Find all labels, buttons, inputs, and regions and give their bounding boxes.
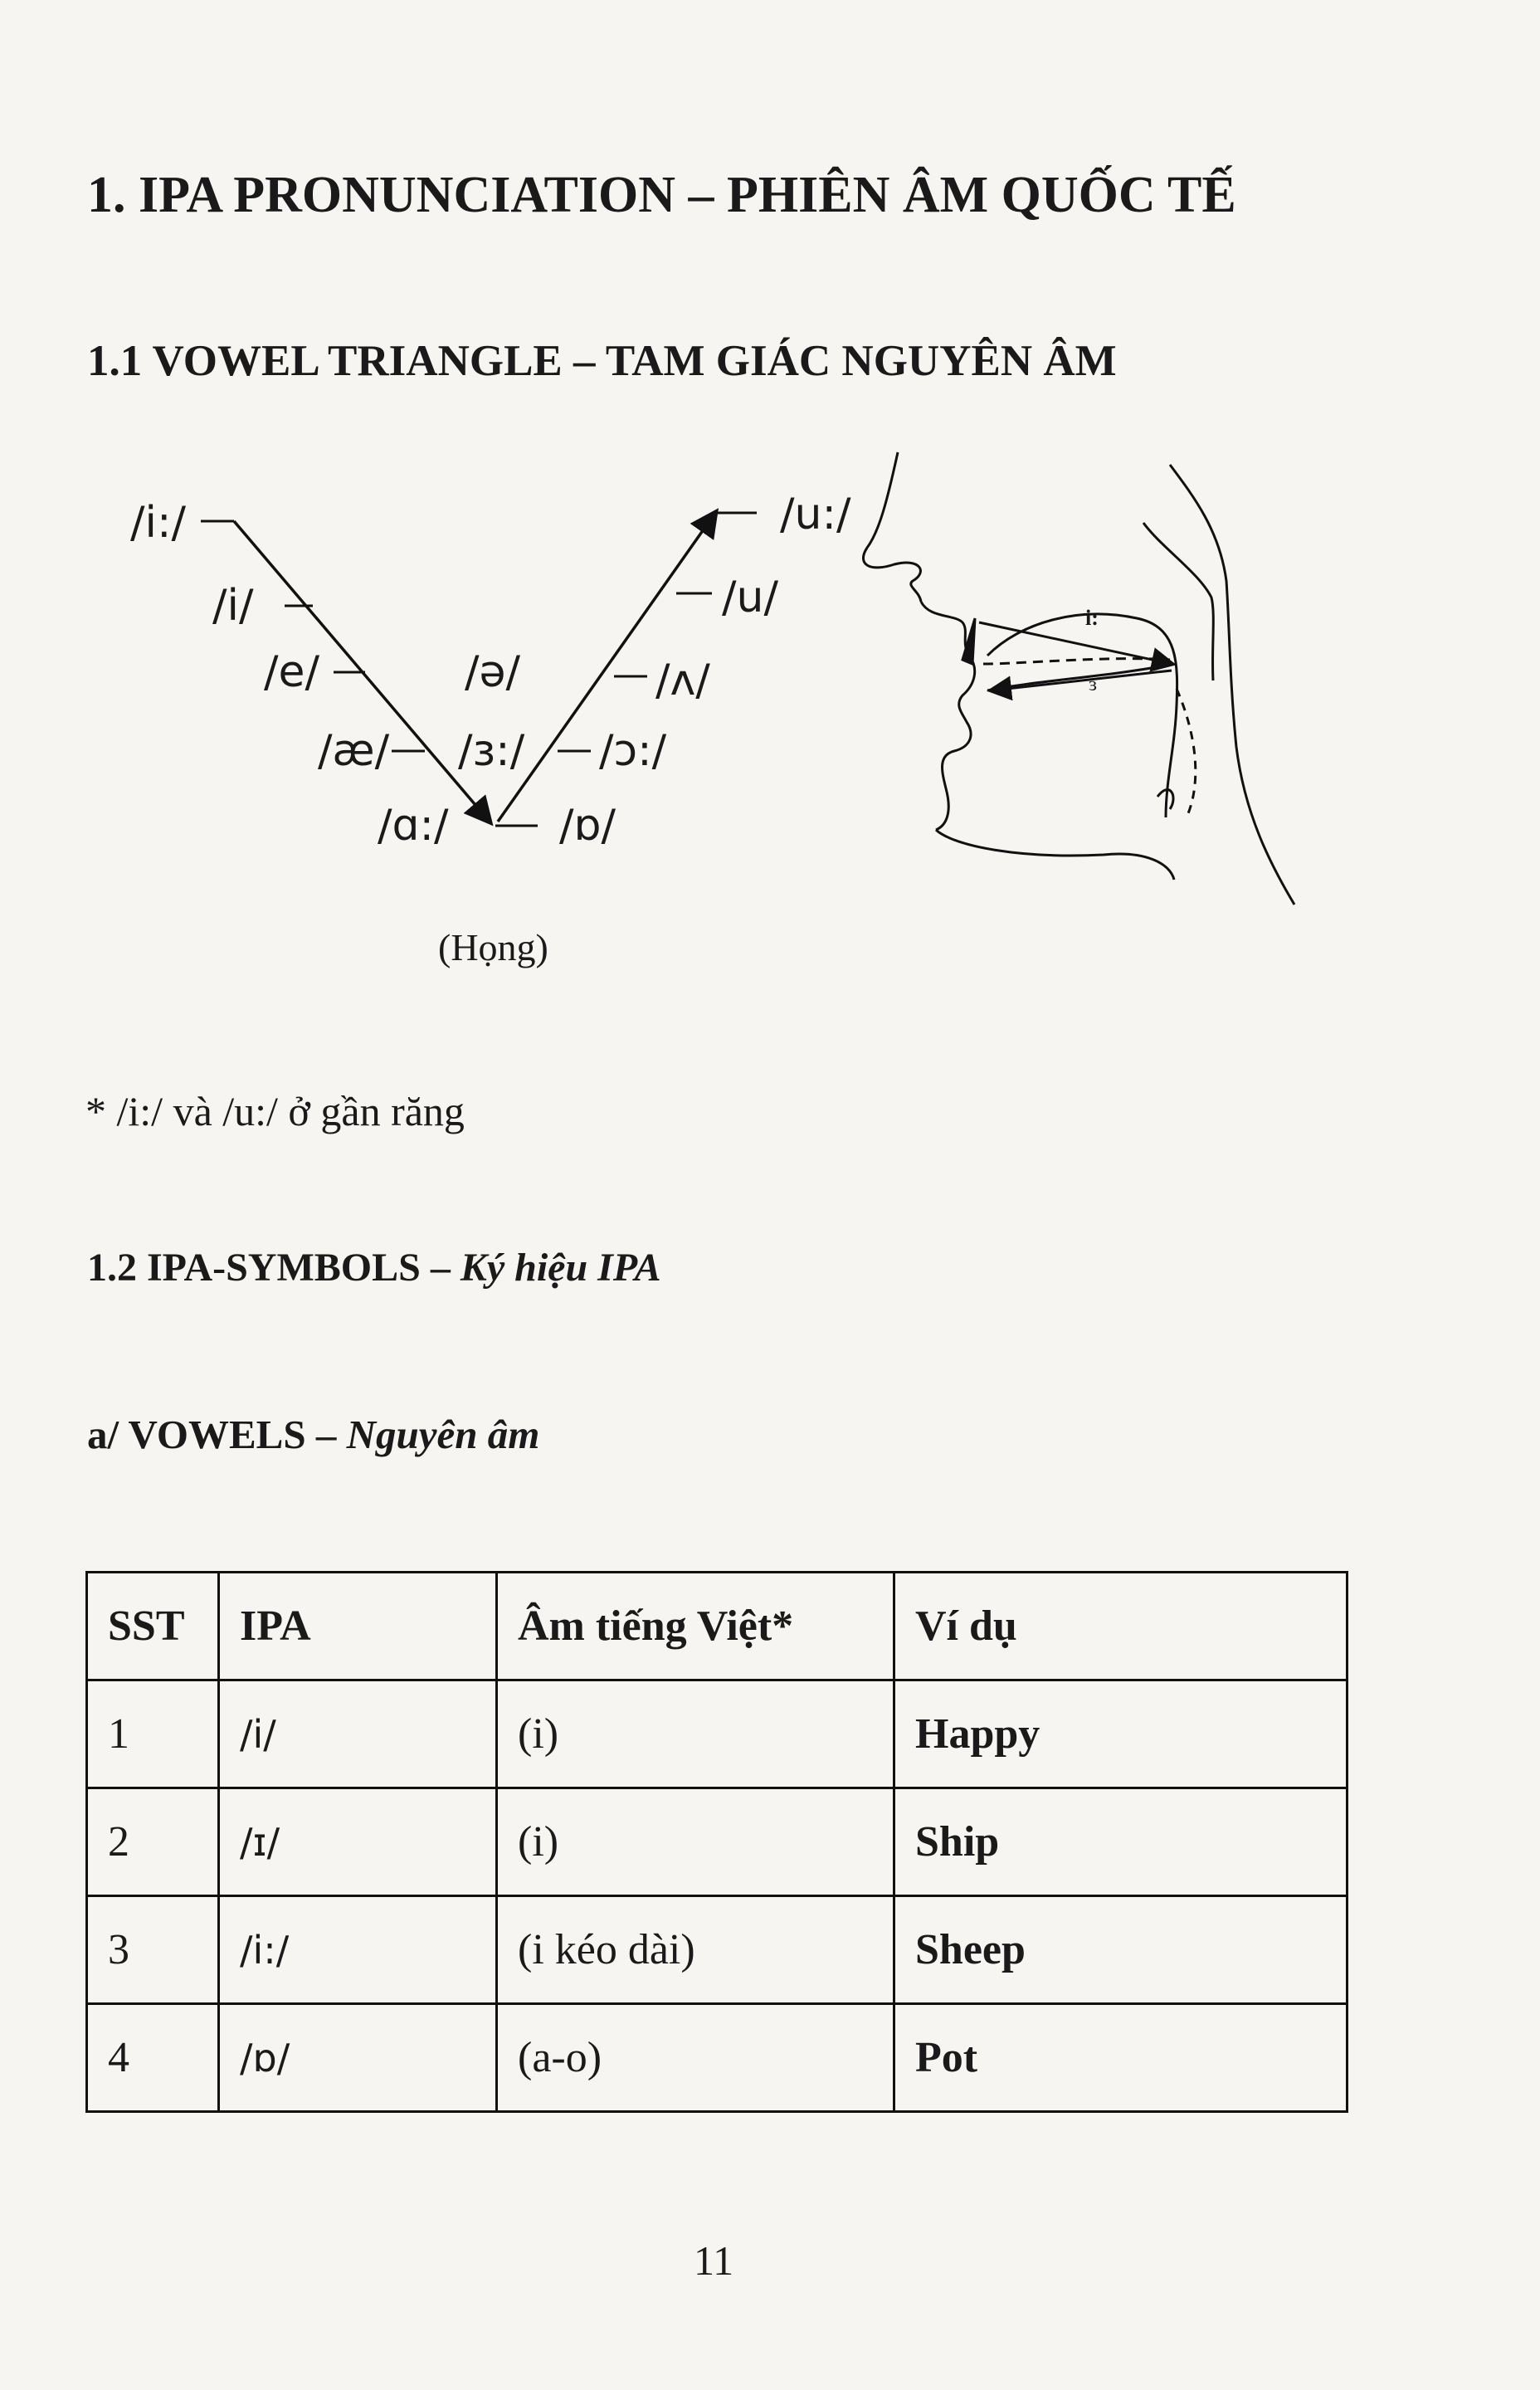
cell-number: 3 [87,1896,219,2004]
vowel-label-wedge: /ʌ/ [655,656,710,705]
cell-example: Ship [894,1788,1348,1896]
heading-italic-part: Nguyên âm [346,1412,540,1457]
page-number: 11 [694,2237,734,2284]
teeth-note: * /i:/ và /u:/ ở gần răng [85,1088,465,1134]
table-row [87,1680,1348,1788]
cell-vietnamese: (i kéo dài) [497,1896,894,2004]
subsection-heading-vowel-triangle: 1.1 VOWEL TRIANGLE – TAM GIÁC NGUYÊN ÂM [87,337,1117,385]
cell-number: 2 [87,1788,219,1896]
cell-ipa: /i:/ [219,1896,497,2004]
mouth-cross-section [863,452,1294,905]
vowel-label-long-er: /ɜ:/ [458,726,525,776]
vowel-label-long-i: /i:/ [130,498,187,548]
vowel-label-e: /e/ [264,647,320,697]
vowel-label-short-i: /i/ [212,581,254,631]
subsection-heading-ipa-symbols [87,1245,661,1290]
vowel-label-open-o: /ɔ:/ [599,726,667,776]
vowel-label-long-a: /ɑ:/ [378,801,449,851]
vowel-label-ae: /æ/ [318,726,390,776]
mouth-label-i: i: [1085,606,1099,630]
header-sst: SST [87,1573,219,1680]
cell-ipa: /i/ [219,1680,497,1788]
throat-label: (Họng) [438,926,548,968]
table-row [87,1896,1348,2004]
mouth-label-er: ɜ [1089,674,1098,695]
cell-number: 4 [87,2004,219,2112]
cell-ipa: /ɪ/ [219,1788,497,1896]
section-heading-ipa-pronunciation: 1. IPA PRONUNCIATION – PHIÊN ÂM QUỐC TẾ [87,167,1236,223]
vowels-table [85,1571,1348,2113]
heading-italic-part: Ký hiệu IPA [460,1246,661,1290]
table-header-row [87,1573,1348,1680]
table-row [87,2004,1348,2112]
heading-bold-part: a/ VOWELS – [87,1412,347,1457]
table-row [87,1788,1348,1896]
cell-vietnamese: (a-o) [497,2004,894,2112]
vowel-label-short-u: /u/ [722,573,778,622]
header-vietnamese: Âm tiếng Việt* [497,1573,894,1680]
cell-vietnamese: (i) [497,1788,894,1896]
vowel-label-schwa: /ə/ [465,647,521,697]
cell-vietnamese: (i) [497,1680,894,1788]
heading-bold-part: 1.2 IPA-SYMBOLS – [87,1246,461,1290]
header-example: Ví dụ [894,1573,1348,1680]
cell-example: Happy [894,1680,1348,1788]
cell-ipa: /ɒ/ [219,2004,497,2112]
cell-example: Sheep [894,1896,1348,2004]
cell-example: Pot [894,2004,1348,2112]
vowels-heading [87,1411,539,1458]
vowel-label-short-o: /ɒ/ [559,801,616,851]
vowel-label-long-u: /u:/ [780,490,851,539]
header-ipa: IPA [219,1573,497,1680]
cell-number: 1 [87,1680,219,1788]
